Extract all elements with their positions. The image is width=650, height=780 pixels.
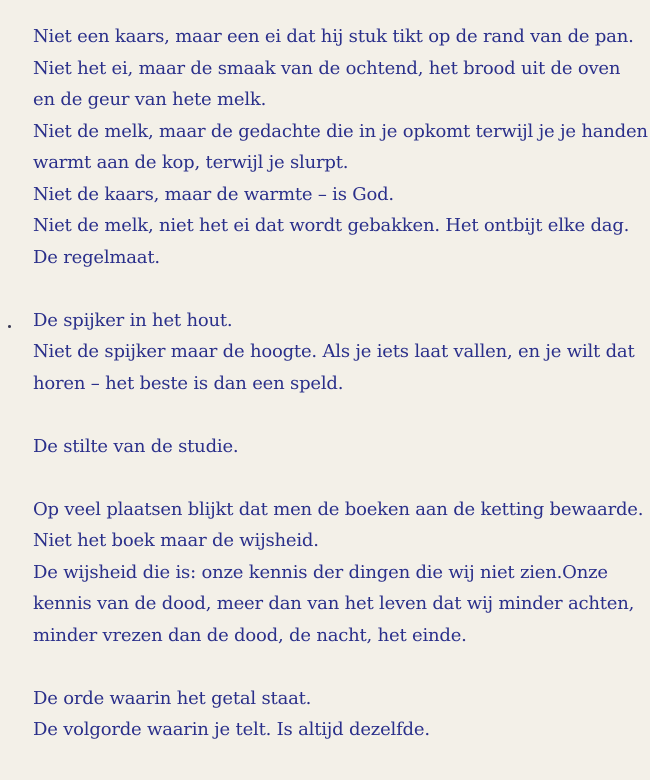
text-line: warmt aan de kop, terwijl je slurpt. xyxy=(33,152,349,173)
stanza-break xyxy=(33,399,633,431)
text-line: De volgorde waarin je telt. Is altijd dezelfde. xyxy=(33,719,430,740)
poem-text xyxy=(33,21,648,746)
text-line: De wijsheid die is: onze kennis der dingen die wij niet zien.Onze xyxy=(33,561,608,583)
text-line: Niet een kaars, maar een ei dat hij stuk tikt op de rand van de pan. xyxy=(33,26,634,47)
text-line: Niet het ei, maar de smaak van de ochtend, het brood uit de oven xyxy=(33,57,621,79)
text-line: De stilte van de studie. xyxy=(33,435,239,457)
text-line: De regelmaat. xyxy=(33,246,160,268)
text-line: Niet het boek maar de wijsheid. xyxy=(33,530,319,551)
text-line: Niet de kaars, maar de warmte – is God. xyxy=(33,183,394,205)
text-line: Niet de melk, maar de gedachte die in je opkomt terwijl je je handen xyxy=(33,120,648,142)
text-line: kennis van de dood, meer dan van het leven dat wij minder achten, xyxy=(33,593,635,614)
text-line: minder vrezen dan de dood, de nacht, het einde. xyxy=(33,624,467,646)
text-line: De orde waarin het getal staat. xyxy=(33,687,312,709)
text-line: Niet de melk, niet het ei dat wordt gebakken. Het ontbijt elke dag. xyxy=(33,215,630,236)
margin-mark xyxy=(8,325,11,328)
text-line: en de geur van hete melk. xyxy=(33,89,267,110)
stanza-break xyxy=(33,651,633,683)
stanza-break xyxy=(33,273,633,305)
stanza-break xyxy=(33,462,633,494)
text-line: De spijker in het hout. xyxy=(33,309,233,331)
text-line: Niet de spijker maar de hoogte. Als je iets laat vallen, en je wilt dat xyxy=(33,341,635,362)
text-line: Op veel plaatsen blijkt dat men de boeken aan de ketting bewaarde. xyxy=(33,498,644,520)
text-line: horen – het beste is dan een speld. xyxy=(33,372,344,394)
